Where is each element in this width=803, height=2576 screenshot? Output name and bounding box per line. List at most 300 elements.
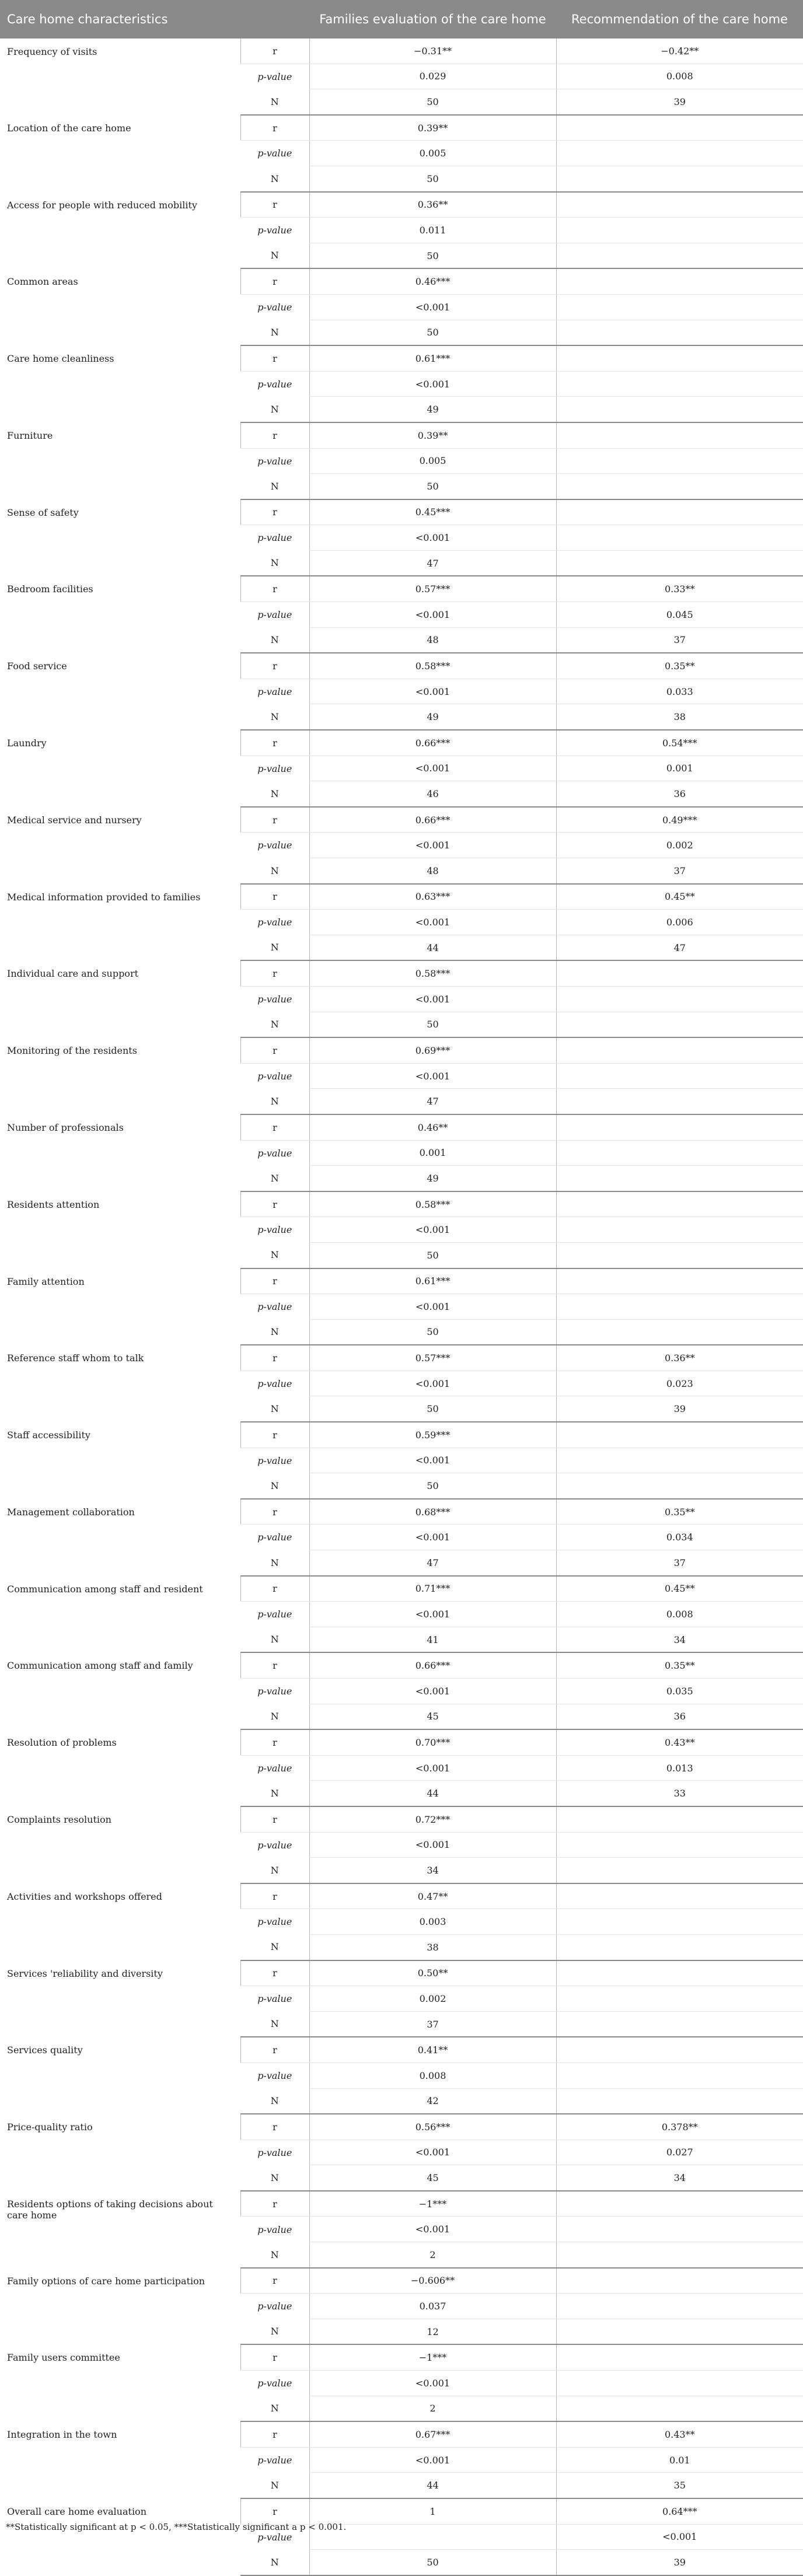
- recommendation-value: [556, 2294, 803, 2319]
- characteristic-name: Communication among staff and resident: [7, 1583, 203, 1595]
- stat-label: p-value: [257, 2070, 292, 2081]
- recommendation-value: [556, 499, 803, 525]
- families-evaluation-value: 0.029: [309, 64, 556, 89]
- stat-label: N: [240, 2165, 309, 2191]
- characteristic-name: Reference staff whom to talk: [7, 1352, 144, 1364]
- stat-label: r: [240, 1652, 309, 1678]
- families-evaluation-value: 0.41**: [309, 2037, 556, 2063]
- table-row: [0, 115, 803, 141]
- stat-label: r: [240, 2037, 309, 2063]
- table-row: [0, 422, 803, 448]
- stat-label: N: [240, 2550, 309, 2575]
- recommendation-value: 34: [556, 1627, 803, 1652]
- families-evaluation-value: 0.008: [309, 2063, 556, 2088]
- stat-label: N: [240, 1550, 309, 1576]
- families-evaluation-value: <0.001: [309, 1294, 556, 1320]
- recommendation-value: [556, 1319, 803, 1345]
- stat-label: r: [240, 1191, 309, 1217]
- recommendation-value: [556, 397, 803, 422]
- characteristic-name: Frequency of visits: [7, 46, 97, 57]
- stat-label: r: [240, 1345, 309, 1371]
- recommendation-value: [556, 474, 803, 499]
- stat-label: N: [240, 320, 309, 345]
- recommendation-value: 0.002: [556, 833, 803, 858]
- characteristic-name: Care home cleanliness: [7, 353, 114, 365]
- stat-label: N: [240, 781, 309, 807]
- families-evaluation-value: <0.001: [309, 986, 556, 1012]
- families-evaluation-value: <0.001: [309, 1679, 556, 1704]
- families-evaluation-value: 0.39**: [309, 422, 556, 448]
- recommendation-value: [556, 1909, 803, 1935]
- recommendation-value: [556, 192, 803, 218]
- families-evaluation-value: 47: [309, 550, 556, 576]
- table-row: [0, 499, 803, 525]
- families-evaluation-value: 50: [309, 89, 556, 115]
- stat-label: r: [240, 1960, 309, 1986]
- stat-label: N: [240, 1473, 309, 1499]
- families-evaluation-value: 49: [309, 397, 556, 422]
- characteristic-name: Price-quality ratio: [7, 2121, 93, 2133]
- recommendation-value: [556, 115, 803, 141]
- recommendation-value: 0.33**: [556, 576, 803, 602]
- stat-label: r: [240, 2498, 309, 2524]
- families-evaluation-value: <0.001: [309, 1063, 556, 1089]
- recommendation-value: [556, 1166, 803, 1191]
- table-row: [0, 2498, 803, 2524]
- recommendation-value: 37: [556, 627, 803, 653]
- characteristic-name: Services quality: [7, 2044, 83, 2056]
- stat-label: p-value: [257, 1532, 292, 1543]
- families-evaluation-value: 0.72***: [309, 1806, 556, 1832]
- recommendation-value: 0.45**: [556, 1576, 803, 1602]
- families-evaluation-value: 38: [309, 1934, 556, 1960]
- families-evaluation-value: 1: [309, 2498, 556, 2524]
- families-evaluation-value: <0.001: [309, 2217, 556, 2242]
- table-row: [0, 1960, 803, 1986]
- stat-label: r: [240, 653, 309, 679]
- stat-label: r: [240, 1422, 309, 1448]
- stat-label: r: [240, 1883, 309, 1909]
- recommendation-value: 36: [556, 781, 803, 807]
- characteristic-name: Laundry: [7, 738, 47, 749]
- recommendation-value: [556, 422, 803, 448]
- characteristic-name: Staff accessibility: [7, 1429, 90, 1441]
- recommendation-value: 0.006: [556, 910, 803, 935]
- characteristic-name: Individual care and support: [7, 968, 139, 980]
- header-families-evaluation: Families evaluation of the care home: [309, 0, 556, 39]
- families-evaluation-value: 49: [309, 1166, 556, 1191]
- recommendation-value: [556, 960, 803, 986]
- recommendation-value: [556, 294, 803, 320]
- stat-label: r: [240, 1037, 309, 1063]
- stat-label: p-value: [257, 2147, 292, 2158]
- recommendation-value: [556, 320, 803, 345]
- header-characteristics: Care home characteristics: [0, 0, 240, 39]
- stat-label: N: [240, 704, 309, 730]
- recommendation-value: 0.36**: [556, 1345, 803, 1371]
- recommendation-value: [556, 1883, 803, 1909]
- table-row: [0, 1422, 803, 1448]
- stat-label: N: [240, 474, 309, 499]
- stat-label: r: [240, 960, 309, 986]
- recommendation-value: 0.54***: [556, 730, 803, 756]
- stat-label: N: [240, 243, 309, 268]
- recommendation-value: [556, 2063, 803, 2088]
- stat-label: r: [240, 422, 309, 448]
- table-row: [0, 2344, 803, 2370]
- table-row: [0, 2268, 803, 2294]
- families-evaluation-value: 50: [309, 1319, 556, 1345]
- families-evaluation-value: <0.001: [309, 1602, 556, 1627]
- characteristic-name: Activities and workshops offered: [7, 1890, 162, 1902]
- families-evaluation-value: <0.001: [309, 525, 556, 551]
- table-row: [0, 1499, 803, 1525]
- families-evaluation-value: 50: [309, 1012, 556, 1037]
- families-evaluation-value: 50: [309, 243, 556, 268]
- table-body: [0, 39, 803, 2575]
- recommendation-value: [556, 2217, 803, 2242]
- characteristic-name: Bedroom facilities: [7, 583, 93, 595]
- table-row: [0, 807, 803, 833]
- characteristic-name: Family options of care home participation: [7, 2275, 205, 2287]
- families-evaluation-value: 41: [309, 1627, 556, 1652]
- recommendation-value: [556, 2011, 803, 2037]
- characteristic-name: Monitoring of the residents: [7, 1045, 137, 1057]
- recommendation-value: 35: [556, 2473, 803, 2498]
- recommendation-value: 0.008: [556, 64, 803, 89]
- table-row: [0, 268, 803, 294]
- stat-label: r: [240, 1729, 309, 1755]
- stat-label: N: [240, 1012, 309, 1037]
- recommendation-value: [556, 1268, 803, 1294]
- recommendation-value: 0.49***: [556, 807, 803, 833]
- stat-label: r: [240, 1806, 309, 1832]
- recommendation-value: 0.43**: [556, 1729, 803, 1755]
- recommendation-value: 39: [556, 1396, 803, 1422]
- recommendation-value: 34: [556, 2165, 803, 2191]
- recommendation-value: 0.45**: [556, 884, 803, 910]
- families-evaluation-value: 0.001: [309, 1140, 556, 1166]
- families-evaluation-value: 0.005: [309, 448, 556, 474]
- families-evaluation-value: <0.001: [309, 1755, 556, 1781]
- stat-label: p-value: [257, 2454, 292, 2466]
- stat-label: p-value: [257, 532, 292, 544]
- recommendation-value: [556, 1473, 803, 1499]
- stat-label: r: [240, 1576, 309, 1602]
- families-evaluation-value: 0.037: [309, 2294, 556, 2319]
- stat-label: r: [240, 268, 309, 294]
- families-evaluation-value: 0.56***: [309, 2114, 556, 2140]
- families-evaluation-value: 50: [309, 166, 556, 191]
- recommendation-value: [556, 1089, 803, 1114]
- stat-label: r: [240, 884, 309, 910]
- families-evaluation-value: 0.58***: [309, 653, 556, 679]
- families-evaluation-value: 0.58***: [309, 1191, 556, 1217]
- stat-label: r: [240, 2114, 309, 2140]
- recommendation-value: [556, 1422, 803, 1448]
- families-evaluation-value: 0.68***: [309, 1499, 556, 1525]
- families-evaluation-value: 48: [309, 858, 556, 884]
- stat-label: N: [240, 2396, 309, 2421]
- stat-label: p-value: [257, 1609, 292, 1620]
- recommendation-value: [556, 345, 803, 371]
- families-evaluation-value: <0.001: [309, 294, 556, 320]
- recommendation-value: [556, 1294, 803, 1320]
- table-footnote: **Statistically significant at p < 0.05, ***Statistically significant a p < 0.001.: [6, 2522, 347, 2532]
- recommendation-value: [556, 218, 803, 243]
- families-evaluation-value: <0.001: [309, 1525, 556, 1550]
- families-evaluation-value: 0.69***: [309, 1037, 556, 1063]
- stat-label: p-value: [257, 225, 292, 236]
- families-evaluation-value: <0.001: [309, 1832, 556, 1858]
- recommendation-value: 37: [556, 858, 803, 884]
- table-row: [0, 2191, 803, 2217]
- stat-label: p-value: [257, 2378, 292, 2389]
- families-evaluation-value: 0.66***: [309, 730, 556, 756]
- families-evaluation-value: <0.001: [309, 833, 556, 858]
- characteristic-name: Common areas: [7, 276, 78, 288]
- recommendation-value: 0.001: [556, 756, 803, 781]
- stat-label: p-value: [257, 917, 292, 928]
- families-evaluation-value: <0.001: [309, 1371, 556, 1396]
- families-evaluation-value: 0.70***: [309, 1729, 556, 1755]
- families-evaluation-value: <0.001: [309, 602, 556, 628]
- stat-label: p-value: [257, 2224, 292, 2235]
- stat-label: N: [240, 627, 309, 653]
- stat-label: p-value: [257, 686, 292, 697]
- recommendation-value: 36: [556, 1704, 803, 1729]
- recommendation-value: 37: [556, 1550, 803, 1576]
- stat-label: p-value: [257, 2531, 292, 2543]
- characteristic-name: Family users committee: [7, 2352, 120, 2364]
- table-row: [0, 345, 803, 371]
- families-evaluation-value: 45: [309, 2165, 556, 2191]
- recommendation-value: [556, 371, 803, 397]
- recommendation-value: 0.045: [556, 602, 803, 628]
- stat-label: p-value: [257, 1378, 292, 1389]
- characteristic-name: Medical service and nursery: [7, 814, 142, 826]
- stat-label: p-value: [257, 1916, 292, 1928]
- stat-label: p-value: [257, 148, 292, 159]
- table-row: [0, 653, 803, 679]
- families-evaluation-value: <0.001: [309, 2140, 556, 2165]
- families-evaluation-value: 50: [309, 474, 556, 499]
- recommendation-value: 0.43**: [556, 2421, 803, 2447]
- recommendation-value: [556, 2396, 803, 2421]
- families-evaluation-value: −1***: [309, 2344, 556, 2370]
- stat-label: p-value: [257, 71, 292, 82]
- stat-label: r: [240, 2421, 309, 2447]
- families-evaluation-value: <0.001: [309, 756, 556, 781]
- families-evaluation-value: 42: [309, 2088, 556, 2114]
- stat-label: r: [240, 576, 309, 602]
- table-row: [0, 2037, 803, 2063]
- families-evaluation-value: [309, 2524, 556, 2550]
- table-row: [0, 1806, 803, 1832]
- stat-label: p-value: [257, 1070, 292, 1082]
- recommendation-value: [556, 1242, 803, 1268]
- table-row: [0, 1729, 803, 1755]
- families-evaluation-value: 0.71***: [309, 1576, 556, 1602]
- stat-label: p-value: [257, 2301, 292, 2312]
- families-evaluation-value: 0.66***: [309, 1652, 556, 1678]
- stat-label: N: [240, 1396, 309, 1422]
- families-evaluation-value: 37: [309, 2011, 556, 2037]
- families-evaluation-value: −0.606**: [309, 2268, 556, 2294]
- header-recommendation: Recommendation of the care home: [556, 0, 803, 39]
- characteristic-name: Communication among staff and family: [7, 1660, 193, 1672]
- families-evaluation-value: 0.66***: [309, 807, 556, 833]
- stat-label: N: [240, 1166, 309, 1191]
- characteristic-name: Resolution of problems: [7, 1737, 117, 1749]
- recommendation-value: [556, 1934, 803, 1960]
- characteristic-name: Access for people with reduced mobility: [7, 199, 197, 211]
- recommendation-value: [556, 243, 803, 268]
- stat-label: N: [240, 1319, 309, 1345]
- families-evaluation-value: 0.67***: [309, 2421, 556, 2447]
- families-evaluation-value: <0.001: [309, 1448, 556, 1473]
- families-evaluation-value: 0.57***: [309, 576, 556, 602]
- recommendation-value: 0.023: [556, 1371, 803, 1396]
- stat-label: N: [240, 1627, 309, 1652]
- stat-label: N: [240, 1781, 309, 1806]
- families-evaluation-value: 0.47**: [309, 1883, 556, 1909]
- families-evaluation-value: 48: [309, 627, 556, 653]
- stat-label: p-value: [257, 455, 292, 467]
- characteristic-name: Residents options of taking decisions about care home: [7, 2198, 213, 2221]
- stat-label: N: [240, 1934, 309, 1960]
- stat-label: N: [240, 935, 309, 960]
- stat-label: p-value: [257, 1147, 292, 1159]
- characteristic-name: Services 'reliability and diversity: [7, 1967, 163, 1979]
- families-evaluation-value: <0.001: [309, 2447, 556, 2473]
- characteristic-name: Complaints resolution: [7, 1813, 111, 1825]
- stat-label: p-value: [257, 763, 292, 774]
- stat-label: r: [240, 39, 309, 64]
- recommendation-value: [556, 166, 803, 191]
- stat-label: p-value: [257, 1686, 292, 1697]
- recommendation-value: [556, 525, 803, 551]
- recommendation-value: 0.035: [556, 1679, 803, 1704]
- families-evaluation-value: 50: [309, 320, 556, 345]
- recommendation-value: [556, 2371, 803, 2396]
- recommendation-value: 0.034: [556, 1525, 803, 1550]
- recommendation-value: [556, 2037, 803, 2063]
- characteristic-name: Medical information provided to families: [7, 891, 201, 903]
- recommendation-value: 39: [556, 89, 803, 115]
- characteristic-name: Food service: [7, 660, 67, 672]
- recommendation-value: [556, 1986, 803, 2012]
- recommendation-value: [556, 1217, 803, 1243]
- characteristic-name: Integration in the town: [7, 2429, 117, 2441]
- families-evaluation-value: 47: [309, 1550, 556, 1576]
- families-evaluation-value: 0.002: [309, 1986, 556, 2012]
- families-evaluation-value: 2: [309, 2396, 556, 2421]
- table-row: [0, 192, 803, 218]
- recommendation-value: [556, 1063, 803, 1089]
- header-stat: [240, 0, 309, 39]
- recommendation-value: [556, 2242, 803, 2268]
- recommendation-value: [556, 1012, 803, 1037]
- recommendation-value: [556, 1140, 803, 1166]
- table-header-row: [0, 0, 803, 39]
- stat-label: p-value: [257, 378, 292, 390]
- families-evaluation-value: 0.61***: [309, 345, 556, 371]
- recommendation-value: 47: [556, 935, 803, 960]
- recommendation-value: [556, 448, 803, 474]
- families-evaluation-value: 0.58***: [309, 960, 556, 986]
- stat-label: r: [240, 1114, 309, 1140]
- stat-label: r: [240, 192, 309, 218]
- families-evaluation-value: 0.46**: [309, 1114, 556, 1140]
- stat-label: N: [240, 2088, 309, 2114]
- recommendation-value: 0.35**: [556, 653, 803, 679]
- stat-label: r: [240, 1268, 309, 1294]
- table-row: [0, 1037, 803, 1063]
- families-evaluation-value: 44: [309, 935, 556, 960]
- families-evaluation-value: 0.45***: [309, 499, 556, 525]
- stat-label: N: [240, 2473, 309, 2498]
- stat-label: r: [240, 499, 309, 525]
- table-row: [0, 884, 803, 910]
- recommendation-value: 0.35**: [556, 1499, 803, 1525]
- families-evaluation-value: 0.50**: [309, 1960, 556, 1986]
- stat-label: N: [240, 2319, 309, 2344]
- families-evaluation-value: −0.31**: [309, 39, 556, 64]
- recommendation-value: [556, 550, 803, 576]
- stat-label: p-value: [257, 1301, 292, 1313]
- stat-label: r: [240, 2268, 309, 2294]
- stat-label: N: [240, 1704, 309, 1729]
- characteristic-name: Location of the care home: [7, 122, 131, 134]
- families-evaluation-value: <0.001: [309, 679, 556, 704]
- table-row: [0, 2421, 803, 2447]
- recommendation-value: <0.001: [556, 2524, 803, 2550]
- table-row: [0, 39, 803, 64]
- characteristic-name: Management collaboration: [7, 1506, 135, 1518]
- stat-label: r: [240, 345, 309, 371]
- recommendation-value: [556, 141, 803, 166]
- families-evaluation-value: 50: [309, 1242, 556, 1268]
- families-evaluation-value: 0.61***: [309, 1268, 556, 1294]
- recommendation-value: [556, 2268, 803, 2294]
- stat-label: p-value: [257, 1993, 292, 2005]
- families-evaluation-value: 0.005: [309, 141, 556, 166]
- recommendation-value: [556, 986, 803, 1012]
- families-evaluation-value: 46: [309, 781, 556, 807]
- stat-label: N: [240, 89, 309, 115]
- characteristic-name: Overall care home evaluation: [7, 2506, 146, 2517]
- stat-label: N: [240, 550, 309, 576]
- families-evaluation-value: −1***: [309, 2191, 556, 2217]
- families-evaluation-value: <0.001: [309, 1217, 556, 1243]
- characteristic-name: Sense of safety: [7, 506, 79, 518]
- stat-label: p-value: [257, 1224, 292, 1236]
- stat-label: p-value: [257, 301, 292, 313]
- recommendation-value: [556, 1858, 803, 1883]
- stat-label: N: [240, 166, 309, 191]
- table-row: [0, 1652, 803, 1678]
- stat-label: N: [240, 1089, 309, 1114]
- table-row: [0, 1114, 803, 1140]
- recommendation-value: 33: [556, 1781, 803, 1806]
- recommendation-value: 39: [556, 2550, 803, 2575]
- stat-label: p-value: [257, 1762, 292, 1774]
- stat-label: p-value: [257, 1839, 292, 1851]
- families-evaluation-value: 0.003: [309, 1909, 556, 1935]
- families-evaluation-value: 50: [309, 1396, 556, 1422]
- characteristic-name: Number of professionals: [7, 1121, 124, 1133]
